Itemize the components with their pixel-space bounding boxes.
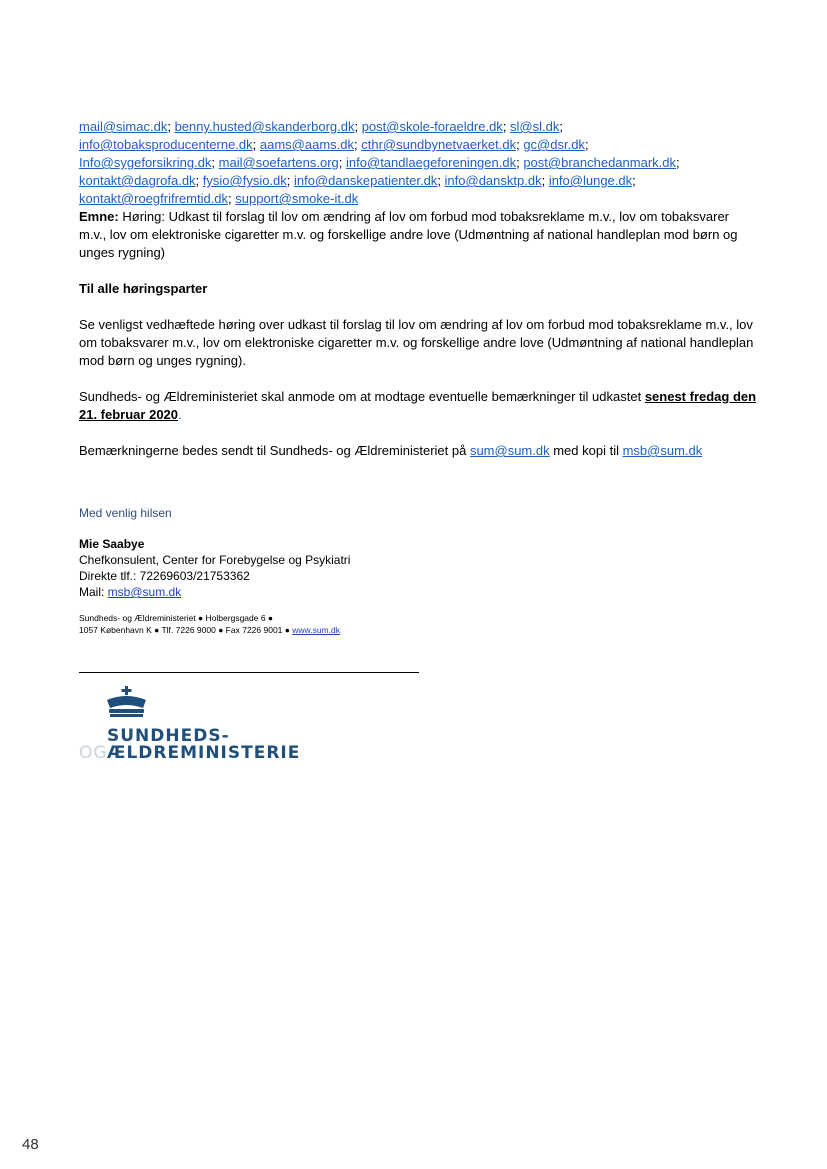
email-link[interactable]: kontakt@roegfrifremtid.dk bbox=[79, 191, 229, 206]
email-link[interactable]: gc@dsr.dk bbox=[523, 137, 585, 152]
email-link[interactable]: info@lunge.dk bbox=[548, 173, 633, 188]
email-link[interactable]: Info@sygeforsikring.dk bbox=[79, 155, 212, 170]
email-link[interactable]: benny.husted@skanderborg.dk bbox=[174, 119, 355, 134]
signature-name: Mie Saabye bbox=[79, 537, 145, 551]
email-link[interactable]: sl@sl.dk bbox=[510, 119, 560, 134]
email-link[interactable]: info@tobaksproducenterne.dk bbox=[79, 137, 253, 152]
ministry-logo bbox=[79, 686, 299, 766]
msb-email-link[interactable]: msb@sum.dk bbox=[622, 443, 703, 458]
email-link[interactable]: mail@soefartens.org bbox=[218, 155, 339, 170]
email-link[interactable]: fysio@fysio.dk bbox=[202, 173, 287, 188]
email-link[interactable]: info@tandlaegeforeningen.dk bbox=[346, 155, 517, 170]
body-paragraph: Se venligst vedhæftede høring over udkast til forslag til lov om ændring af lov om forbud mod tobaksreklame m.v., lov om tobaksvarer m.v., lov om elektroniske cigaretter m.v. og forskellige andre love (Udmøntning af national handleplan mod børn og unges rygning). bbox=[79, 317, 754, 368]
recipient-line: mail@simac.dk; benny.husted@skanderborg.dk; post@skole-foraeldre.dk; sl@sl.dk; bbox=[79, 119, 563, 134]
email-link[interactable]: cthr@sundbynetvaerket.dk bbox=[361, 137, 517, 152]
subject-line bbox=[79, 208, 759, 262]
subject-label: Emne: bbox=[79, 209, 119, 224]
signature-title: Chefkonsulent, Center for Forebygelse og Psykiatri bbox=[79, 553, 351, 567]
email-link[interactable]: post@skole-foraeldre.dk bbox=[361, 119, 503, 134]
email-link[interactable]: post@branchedanmark.dk bbox=[523, 155, 676, 170]
recipient-line: kontakt@roegfrifremtid.dk; support@smoke-it.dk bbox=[79, 191, 359, 206]
closing: Med venlig hilsen bbox=[79, 506, 172, 520]
email-link[interactable]: info@dansktp.dk bbox=[444, 173, 542, 188]
logo-line2: ÆLDREMINISTERIET bbox=[107, 743, 299, 763]
deadline-text: Sundheds- og Ældreministeriet skal anmode om at modtage eventuelle bemærkninger til udkastet bbox=[79, 389, 645, 404]
contact-mid: med kopi til bbox=[549, 443, 623, 458]
contact-text: Bemærkningerne bedes sendt til Sundheds- og Ældreministeriet på bbox=[79, 443, 470, 458]
page-number: 48 bbox=[22, 1136, 39, 1153]
logo-prefix: OG bbox=[79, 743, 108, 763]
recipient-line: info@tobaksproducenterne.dk; aams@aams.dk; cthr@sundbynetvaerket.dk; gc@dsr.dk; bbox=[79, 137, 589, 152]
deadline-paragraph bbox=[79, 388, 759, 424]
crown-icon bbox=[79, 686, 299, 766]
document-body bbox=[79, 118, 759, 636]
recipient-line: kontakt@dagrofa.dk; fysio@fysio.dk; info@danskepatienter.dk; info@dansktp.dk; info@lunge.dk; bbox=[79, 173, 636, 188]
subject-text: Høring: Udkast til forslag til lov om ændring af lov om forbud mod tobaksreklame m.v., lov om tobaksvarer m.v., lov om elektroniske cigaretter m.v. og forskellige andre love (Udmøntning af national handleplan mod børn og unges rygning) bbox=[79, 209, 738, 260]
email-link[interactable]: kontakt@dagrofa.dk bbox=[79, 173, 196, 188]
signature-email-link[interactable]: msb@sum.dk bbox=[107, 585, 182, 599]
email-link[interactable]: aams@aams.dk bbox=[259, 137, 354, 152]
divider bbox=[79, 672, 419, 673]
email-link[interactable]: info@danskepatienter.dk bbox=[294, 173, 438, 188]
logo-line1: SUNDHEDS- bbox=[107, 726, 230, 746]
deadline-period: . bbox=[178, 407, 182, 422]
mail-label: Mail: bbox=[79, 585, 108, 599]
recipient-line: Info@sygeforsikring.dk; mail@soefartens.org; info@tandlaegeforeningen.dk; post@branchedanmark.dk; bbox=[79, 155, 680, 170]
contact-paragraph bbox=[79, 442, 759, 460]
signature-phone: Direkte tlf.: 72269603/21753362 bbox=[79, 569, 250, 583]
deadline-date: senest fredag den 21. februar 2020 bbox=[79, 389, 757, 422]
signature-mail bbox=[79, 584, 759, 600]
email-link[interactable]: support@smoke-it.dk bbox=[235, 191, 359, 206]
email-link[interactable]: mail@simac.dk bbox=[79, 119, 168, 134]
sum-email-link[interactable]: sum@sum.dk bbox=[469, 443, 550, 458]
address-line: Sundheds- og Ældreministeriet ● Holbergsgade 6 ● bbox=[79, 613, 274, 623]
address-line: 1057 København K ● Tlf. 7226 9000 ● Fax 7226 9001 ● www.sum.dk bbox=[79, 625, 340, 635]
website-link[interactable]: www.sum.dk bbox=[292, 625, 340, 635]
greeting: Til alle høringsparter bbox=[79, 281, 208, 296]
